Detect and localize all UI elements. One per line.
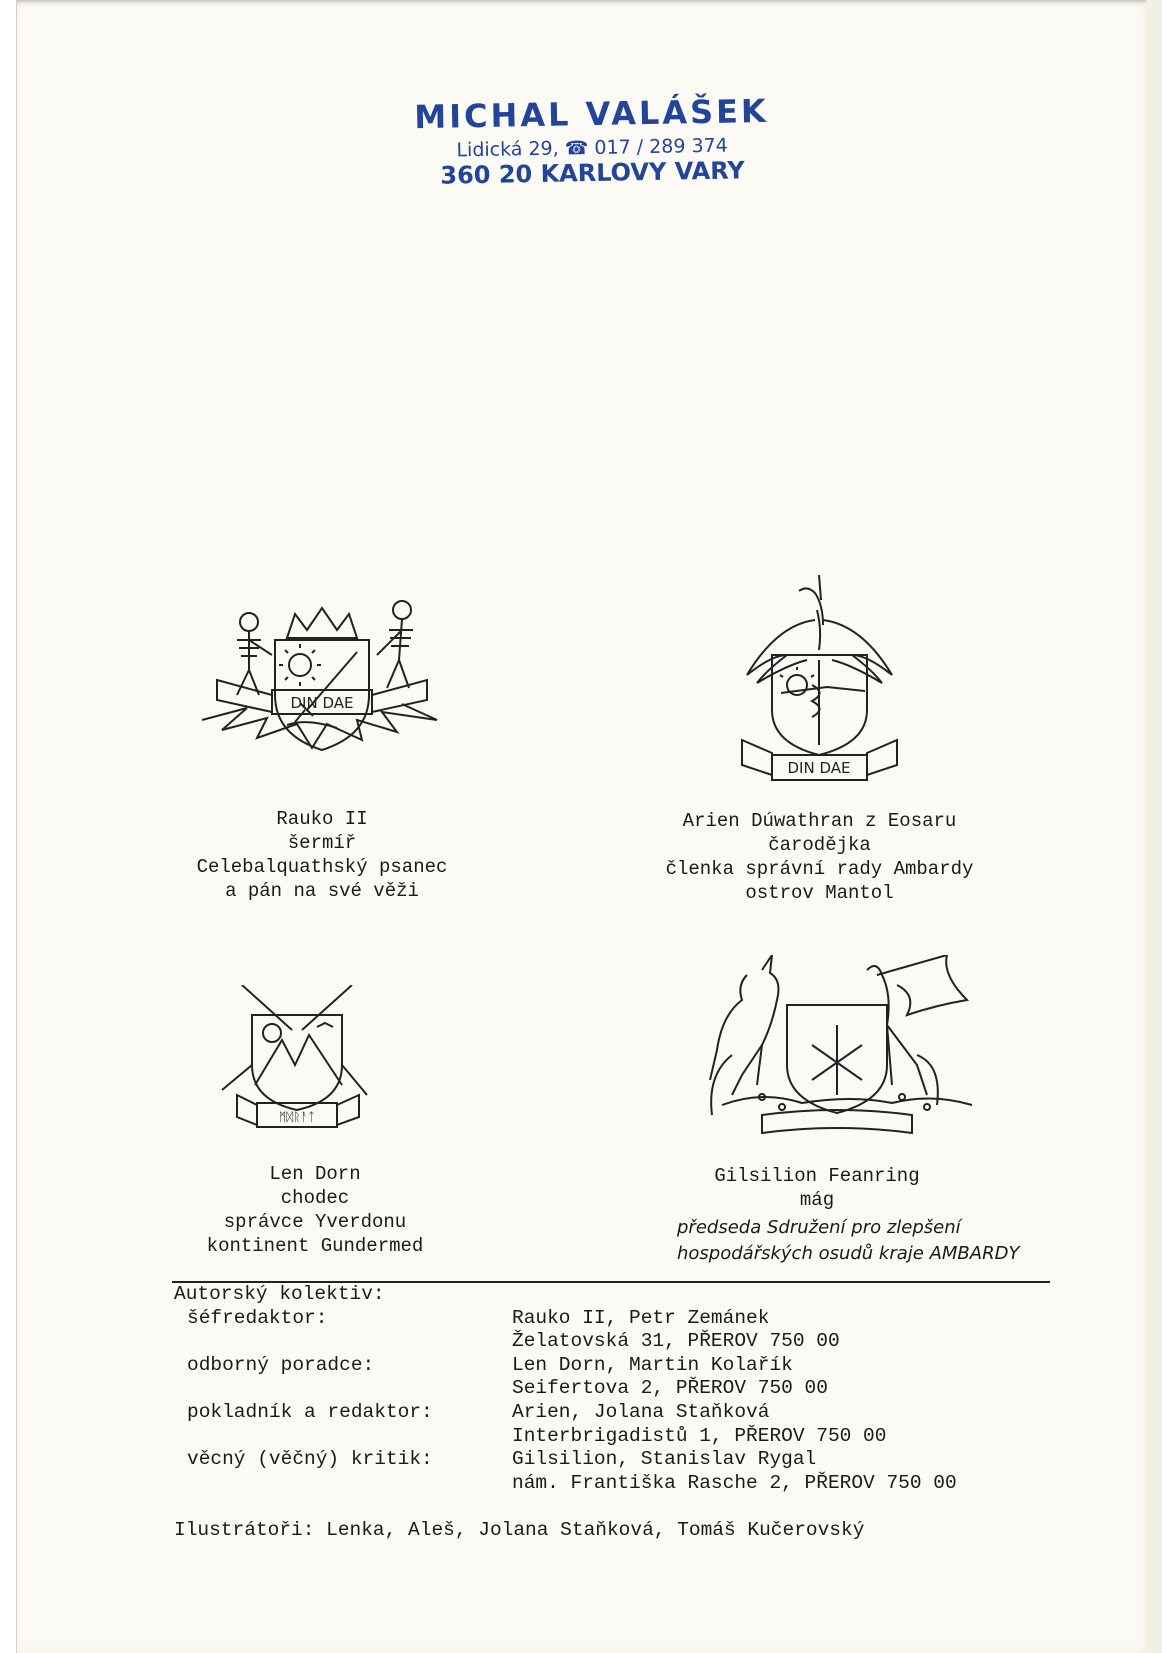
- coat-of-arms-len-dorn: [217, 985, 377, 1145]
- caption-line: správce Yverdonu: [223, 1211, 407, 1233]
- credits-row: [174, 1401, 957, 1448]
- credit-address: Seifertova 2, PŘEROV 750 00: [512, 1377, 828, 1400]
- credit-name: Rauko II, Petr Zemánek: [512, 1306, 770, 1329]
- credit-address: Interbrigadistů 1, PŘEROV 750 00: [512, 1424, 887, 1447]
- caption-line: kontinent Gundermed: [206, 1235, 424, 1257]
- credit-address: nám. Františka Rasche 2, PŘEROV 750 00: [512, 1471, 957, 1494]
- credit-role: šéfredaktor:: [187, 1306, 328, 1329]
- owner-stamp: [391, 92, 793, 191]
- crest-motto: DIN DAE: [290, 694, 354, 712]
- stamp-name: MICHAL VALÁŠEK: [413, 91, 770, 137]
- page-edge: [1146, 0, 1162, 1653]
- credit-person: [512, 1448, 957, 1495]
- caption-line: Gilsilion Feanring: [714, 1165, 920, 1187]
- caption-line: Rauko II: [276, 808, 368, 830]
- handwritten-line: hospodářských osudů kraje AMBARDY: [677, 1243, 1020, 1264]
- credit-person: [512, 1354, 828, 1401]
- credit-person: [512, 1307, 840, 1354]
- stamp-phone: 017 / 289 374: [594, 134, 728, 159]
- credit-role: odborný poradce:: [187, 1353, 375, 1376]
- caption-line: ostrov Mantol: [745, 882, 894, 904]
- caption-len-dorn: [165, 1162, 465, 1258]
- handwritten-title: [677, 1215, 1062, 1267]
- credit-role: věcný (věčný) kritik:: [187, 1448, 433, 1471]
- credits-block: [174, 1283, 957, 1495]
- phone-icon: ☎: [564, 137, 589, 160]
- handwritten-line: předseda Sdružení pro zlepšení: [677, 1217, 961, 1238]
- credit-role: pokladník a redaktor:: [187, 1400, 433, 1423]
- credit-name: Gilsilion, Stanislav Rygal: [512, 1448, 817, 1471]
- credits-title: Autorský kolektiv:: [174, 1283, 385, 1305]
- caption-line: chodec: [280, 1187, 350, 1209]
- crest-motto: ᛗᛞᚱᚨᛏ: [278, 1110, 316, 1124]
- stamp-city: 360 20 KARLOVY VARY: [440, 156, 745, 190]
- credit-name: Arien, Jolana Staňková: [512, 1400, 770, 1423]
- document-page: [16, 0, 1162, 1653]
- credit-name: Len Dorn, Martin Kolařík: [512, 1353, 793, 1376]
- crest-motto: DIN DAE: [787, 759, 851, 777]
- caption-line: šermíř: [287, 832, 357, 854]
- caption-line: Len Dorn: [269, 1163, 361, 1185]
- stamp-street: Lidická 29,: [456, 137, 559, 162]
- caption-line: čarodějka: [768, 834, 871, 856]
- credits-row: [174, 1448, 957, 1495]
- coat-of-arms-gilsilion: [702, 955, 992, 1140]
- credits-row: [174, 1307, 957, 1354]
- credit-person: [512, 1401, 886, 1448]
- coat-of-arms-arien: [727, 575, 912, 790]
- illustrators-line: Ilustrátoři: Lenka, Aleš, Jolana Staňková, Tomáš Kučerovský: [174, 1519, 865, 1541]
- caption-line: a pán na své věži: [225, 880, 419, 902]
- caption-line: Arien Dúwathran z Eosaru: [682, 810, 957, 832]
- caption-line: členka správní rady Ambardy: [665, 858, 974, 880]
- coat-of-arms-rauko: [187, 600, 457, 795]
- credit-address: Želatovská 31, PŘEROV 750 00: [512, 1330, 840, 1353]
- caption-arien: [622, 809, 1017, 905]
- credits-row: [174, 1354, 957, 1401]
- caption-line: mág: [799, 1189, 835, 1211]
- caption-gilsilion: [647, 1164, 987, 1212]
- caption-line: Celebalquathský psanec: [196, 856, 448, 878]
- caption-rauko: [157, 807, 487, 903]
